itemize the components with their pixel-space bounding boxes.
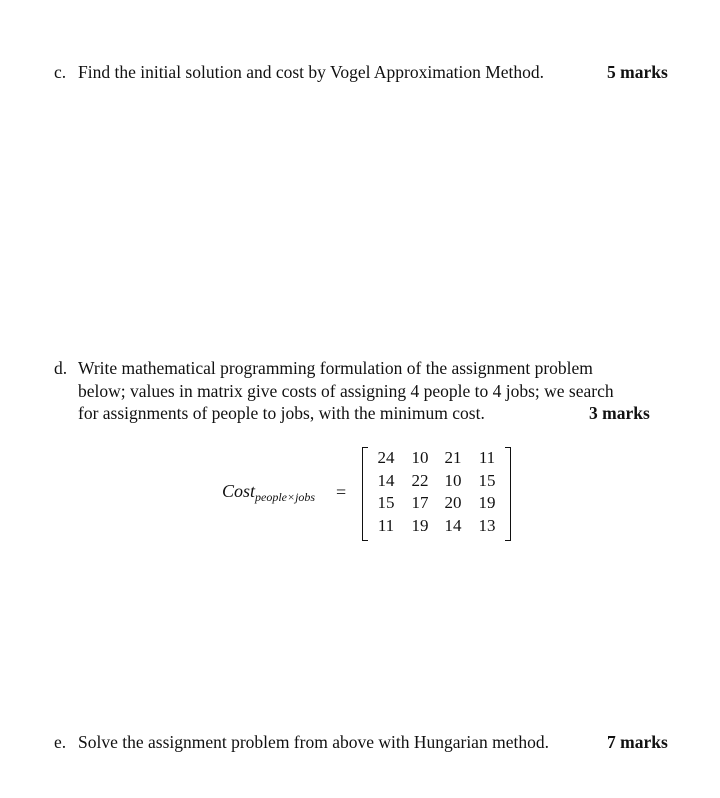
question-d-line-2: below; values in matrix give costs of assigning 4 people to 4 jobs; we search: [78, 381, 614, 401]
question-d-line-3: for assignments of people to jobs, with the minimum cost.: [78, 403, 485, 423]
question-c-label: c.: [54, 62, 67, 82]
cost-label-subscript: people×jobs: [255, 490, 316, 504]
question-d-line-1: Write mathematical programming formulation of the assignment problem: [78, 358, 593, 378]
matrix-cell: 15: [377, 493, 395, 512]
matrix-row: [369, 493, 505, 516]
question-e-label: e.: [54, 732, 67, 752]
matrix-cell: 15: [478, 470, 496, 490]
matrix-cell: 24: [377, 448, 395, 467]
matrix-row: [369, 471, 505, 494]
matrix-cell: 11: [377, 515, 395, 535]
question-e-text: Solve the assignment problem from above with Hungarian method.: [78, 732, 549, 752]
matrix-cell: 19: [478, 493, 496, 512]
question-e-marks: 7 marks: [607, 732, 668, 752]
matrix-cell: 14: [377, 470, 395, 490]
matrix-cell: 22: [411, 470, 429, 490]
matrix-cell: 19: [411, 515, 429, 535]
matrix-cell: 21: [444, 448, 462, 467]
cost-matrix: [369, 448, 505, 538]
question-c-text: Find the initial solution and cost by Vogel Approximation Method.: [78, 62, 545, 82]
matrix-row: [369, 448, 505, 471]
matrix-cell: 11: [478, 448, 496, 467]
question-c-marks: 5 marks: [607, 62, 668, 82]
cost-label-main: Cost: [222, 481, 256, 501]
matrix-row: [369, 516, 505, 539]
matrix-cell: 17: [411, 493, 429, 512]
matrix-cell: 20: [444, 493, 462, 512]
matrix-right-bracket: [505, 447, 511, 541]
matrix-left-bracket: [362, 447, 368, 541]
question-d-label: d.: [54, 358, 68, 378]
equals-sign: =: [336, 482, 347, 502]
matrix-cell: 13: [478, 515, 496, 535]
matrix-cell: 10: [411, 448, 429, 467]
cost-label: [222, 481, 315, 502]
matrix-cell: 14: [444, 515, 462, 535]
matrix-cell: 10: [444, 470, 462, 490]
question-d-marks: 3 marks: [589, 403, 650, 423]
